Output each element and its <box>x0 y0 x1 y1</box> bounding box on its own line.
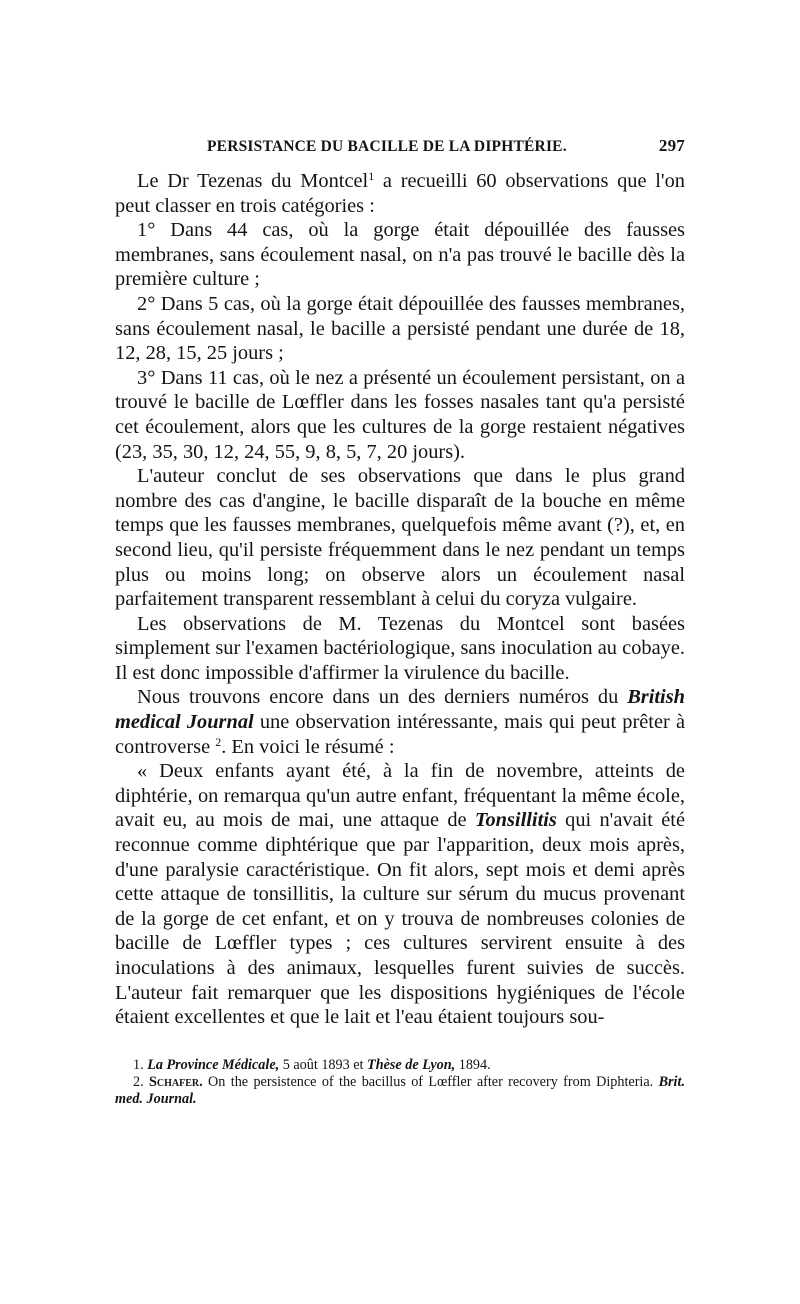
footnote-number: 1. <box>133 1056 148 1073</box>
text-span: On the persistence of the bacillus of Lœffler after recovery from Diphteria. <box>202 1073 659 1090</box>
text-span: « Deux enfants ayant été, à la fin de novembre, atteints de diphtérie, on remarqua qu'un autre enfant, fréquentant la même école, avait eu, au mois de mai, une attaque de <box>115 760 685 832</box>
text-span: Nous trouvons encore dans un des derniers numéros du <box>137 686 628 709</box>
text-span: . En voici le résumé : <box>221 735 395 758</box>
paragraph-bmj <box>115 685 685 759</box>
footnote-number: 2. <box>133 1073 150 1090</box>
footnote-ref-1: 1 <box>368 169 375 183</box>
paragraph-intro <box>115 169 685 218</box>
footnote-1 <box>115 1057 685 1074</box>
text-span: 5 août 1893 et <box>279 1056 368 1073</box>
paragraph-quote <box>115 759 685 1030</box>
paragraph-category-1: 1° Dans 44 cas, où la gorge était dépouillée des fausses membranes, sans écoulement nasal, on n'a pas trouvé le bacille dès la première culture ; <box>115 219 685 291</box>
journal-title: British medical Journal <box>115 686 685 734</box>
running-header <box>115 136 685 164</box>
source-title: Thèse de Lyon, <box>367 1056 456 1073</box>
running-title: PERSISTANCE DU BACILLE DE LA DIPHTÉRIE. <box>207 138 567 155</box>
footnotes <box>115 1057 685 1108</box>
author-name: Schafer. <box>149 1073 203 1090</box>
source-title: La Province Médicale, <box>147 1056 280 1073</box>
text-span: a recueilli 60 observations que l'on peut classer en trois catégories : <box>115 170 685 217</box>
footnote-ref-2: 2 <box>215 734 222 749</box>
book-page <box>115 136 685 1108</box>
paragraph-category-3: 3° Dans 11 cas, où le nez a présenté un écoulement persistant, on a trouvé le bacille de Lœffler dans les fosses nasales tant qu'a persisté cet écoulement, alors que les cultures de la gorge restaient négatives (23, 35, 30, 12, 24, 55, 9, 8, 5, 7, 20 jours). <box>115 366 685 463</box>
text-span: une observation intéressante, mais qui peut prêter à controverse <box>115 711 686 758</box>
source-title: Brit. med. Journal. <box>115 1073 685 1107</box>
main-text <box>115 169 685 1030</box>
term-italic: Tonsillitis <box>474 809 557 832</box>
text-span: 1894. <box>455 1056 491 1073</box>
paragraph-observations: Les observations de M. Tezenas du Montcel sont basées simplement sur l'examen bactériologique, sans inoculation au cobaye. Il est donc impossible d'affirmer la virulence du bacille. <box>115 612 685 684</box>
paragraph-conclusion: L'auteur conclut de ses observations que dans le plus grand nombre des cas d'angine, le bacille disparaît de la bouche en même temps que les fausses membranes, quelquefois même avant (?), et, en second lieu, qu'il persiste fréquemment dans le nez pendant un temps plus ou moins long; on observe alors un écoulement nasal parfaitement transparent ressemblant à celui du coryza vulgaire. <box>115 465 685 611</box>
page-number: 297 <box>658 136 685 155</box>
footnote-2 <box>115 1074 685 1108</box>
paragraph-category-2: 2° Dans 5 cas, où la gorge était dépouillée des fausses membranes, sans écoulement nasal, le bacille a persisté pendant une durée de 18, 12, 28, 15, 25 jours ; <box>115 292 685 365</box>
text-span: Le Dr Tezenas du Montcel <box>137 170 369 192</box>
text-span: qui n'avait été reconnue comme diphtérique que par l'apparition, deux mois après, d'une paralysie caractéristique. On fit alors, sept mois et demi après cette attaque de tonsillitis, la culture sur sérum du mucus provenant de la gorge de cet enfant, et on y trouva de nombreuses colonies de bacille de Lœffler types ; ces cultures servirent ensuite à des inoculations à des animaux, lesquelles furent suivies de succès. L'auteur fait remarquer que les dispositions hygiéniques de l'école étaient excellentes et que le lait et l'eau étaient toujours sou- <box>115 809 685 1029</box>
